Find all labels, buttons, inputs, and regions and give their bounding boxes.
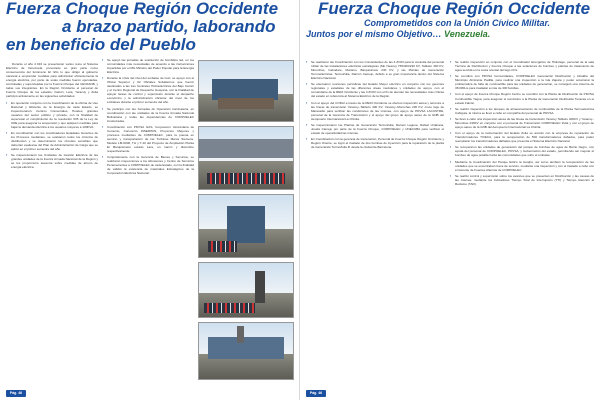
right-page — [300, 0, 600, 400]
list-item: ▪ Conjuntamente con la Gerencia de Bienes y Servicios, se realizaron inspecciones a los Almacenes y Centro de Servicios Pertenecientes a CORPOELEC de cada Estado, con la finalidad de validar la existencia de materiales Estratégicos de la Corporación Eléctrica Nacional. — [102, 155, 194, 175]
left-col1-bullets — [6, 101, 98, 170]
left-column-1 — [6, 62, 98, 388]
left-headline — [6, 0, 296, 54]
list-item: ▪ Se realizó inspección en conjunto con el Coordinador Energético de Hidrolago, personal de la sala Técnica de Distribución y Fuerza Choque a las estaciones de bombeo y plantas de tratamiento de agua servida en la costa oriental del lago COL. — [450, 60, 594, 72]
right-column-2 — [450, 60, 594, 388]
photo-turbine-inspection — [198, 194, 294, 258]
right-col1-bullets — [306, 60, 444, 149]
photo-substation-overhead — [198, 60, 294, 122]
list-item: ▪ Durante la crisis del nivel del embalse de Guri, se apoyó con el Oficial Superior y 02 Oficiales Subalternos que fueron destinados a las tres Centrales Hidroeléctricas del Bajo Caroní y el Centro Regional de Despacho Guayana, con la finalidad de apoyar tareas de control y supervisión durante el despacho económico y la administración eficiente del nivel de los embalses durante el primer semestre del año. — [102, 76, 194, 104]
photo-field-team — [198, 262, 294, 318]
list-item: ▪ Se participó con las Jornadas de Operación Cardi-alerta, en coordinación con las unidades de la Fuerza Armada Nacional Bolivariana y todas las dependencias de CORPOELEC involucradas. — [102, 107, 194, 123]
left-col2-bullets — [102, 58, 194, 175]
list-item: ▪ Se recuperaron las unidades de generación del parque de bombeo de agua de Barrio Negro, con ayuda del personal de CORPOELEC, PDVSA, y Gobernación del estado, permitiendo así mejorar el bombeo de agua potable hacia las comunidades que sufre el embalse. — [450, 145, 594, 157]
page-number-badge: Pág. 46 — [6, 390, 26, 397]
list-item: ▪ En operación conjunto con la Coordinación de la oficina de Uso Racional y Eficiente de la Energía de cada Estado, se inspeccionaron: Centros Comerciales, Hoteles, grandes usuarios del sector público y privado, con la finalidad de supervisar el cumplimiento de la resolución 035 de la Ley de URE para asegurar la suspensión y que apliquen medidas para bajar la demanda eléctrica a los usuarios mayores a 100KVA. — [6, 101, 98, 129]
list-item: ▪ Se realizó inspección a los tanques de almacenamiento de combustible de la Planta Termoeléctrica Cabiguia, la misma se llevó a cabo en compañía del personal de PDVSA. — [450, 107, 594, 115]
list-item: ▪ En coordinación con los coordinadores Estadales Gerentes de los Procesos mediantes, se evaluaron todos los circuitos de distribución y se determinaron los circuitos sensibles que deberían evaluarse del Plan de Administración de Carga que se aplicó en el primer semestre del año. — [6, 131, 98, 151]
list-item: ▪ En Coordinación con la gerencia de Generación, Personal de Fuerza Choque Región Occidente y Región Oriente, se logró el traslado de dos bombas de inyección para la reparación de la planta de Generación TermoZulia III desde la ciudad de Barcelona. — [306, 137, 444, 149]
list-item: ▪ Con el apoyo de Fuerza Choque Región Centro se coordinó con la Planta de Distribución de PDVSA Combustible Yagua, para asegurar el suministro a la Planta de Generación Distribuida Tucacas en el estado Falcón. — [450, 92, 594, 104]
left-column-2 — [102, 58, 194, 388]
right-column-1 — [306, 60, 444, 388]
list-item: ▪ Se coordinó con PDVSA Comunidades, CORPOELEC Generación Distribución y Alcaldía del Municipio Almirante Padilla, para realizar una inspección a la Isla Zapara y poder solucionar la problemática de falta de combustible para las unidades de generación, se consiguió una cisterna de 38.000Lts para trasladar a más de 300 familias. — [450, 74, 594, 90]
list-item: ▪ Se efectuaron reuniones periódicas del Estado Mayor eléctrico en conjunto con los gerentes regionales y estadales de las diferentes áreas medulares y unidades de apoyo, con el comandante de la REDI Occidente y las 4 ZODI con el fin de atender las necesidades más críticas del estado en referencia al Sistema Eléctrico de la Región. — [306, 82, 444, 98]
right-subtitle-line2 — [306, 29, 596, 40]
list-item: ▪ Con el apoyo de la Gobernación del Estado Zulia se acordó con la empresa de reparación de Transformadores TIVECA, para la recuperación de 500 transformadores dañados, para poder reemplazar los transformadores dañados que presenta el Sistema Eléctrico Nacional. — [450, 131, 594, 143]
left-headline-line1: Fuerza Choque Región Occidente — [6, 0, 279, 18]
list-item: ▪ Mediante la Coordinación del Parque Eólico la Guajira, así como también la recuperación de las unidades que se encontraban fuera de servicio, mediante una inspección y con el traslado a cabo con el Gerente de Fuentes Alternas de CORPOELEC. — [450, 160, 594, 172]
list-item: ▪ Se inspeccionaron las Unidades de Gestión Eléctrica de las grandes unidades de la Fuerza Armada Nacional de la Región y se les proporcionó asesoría sobre medidas de ahorro de energía eléctrica. — [6, 153, 98, 169]
right-col2-bullets — [450, 60, 594, 186]
intro-paragraph: Durante el año 2.016 se presentaron varios retos al Sistema Eléctrico de Venezuela, provocado en gran parte como consecuencia del fenómeno El niño lo que obligó al gobierno nacional a emprender medidas para administrar eficientemente la energía eléctrica, por parte de estas medidas fueron ejecutadas, controladas y supervisadas por la Fuerza Choque del CEOFANB, y todas sus integrantes. En la Región Occidente el personal de Fuerza Choque de los estados: Falcón, Lara, Yaracuy y Zulia participó activamente en las siguientes actividades: — [6, 62, 98, 99]
photo-group-personnel — [198, 126, 294, 190]
list-item: ▪ Con el apoyo del CODAI a través de la REDI Occidente se efectuó inspección aérea y terrestre a las líneas de transmisión Yaracuy–Tablazo 400 KV, Yaracuy–Morochas 230 KV, cruce lago de Maracaibo para verificar las condiciones de las mismas, con apoyo de PDVSA LACUSTRE, personal de la Gerencia de Transmisión y el apoyo del grupo de apoyo aéreo de la GNB del Aeropuerto Internacional La Chinita. — [306, 101, 444, 121]
right-subtitle-text: Juntos por el mismo Objetivo… — [306, 29, 442, 40]
page-number-badge: Pág. 46 — [306, 390, 326, 397]
list-item: ▪ Se realizó control y supervisión sobre los avances que se presentan en Distribución y las causas de las mismas, mediante los indicadores Tiempo Total de Interrupción (TTI) y Tiempo Atención al Reclamo (TAR). — [450, 174, 594, 186]
list-item: ▪ Se llevó a cabo una inspección aérea de las líneas de transmisión Yaracuy Tablazo 400KV y Yaracuy–Morochas 230KV en conjunto con el personal de Transmisión CORPOELEC Zulia y con el grupo de apoyo aéreo de la GNB del Aeropuerto Internacional La Chinita. — [450, 117, 594, 129]
right-subtitle-line1: Comprometidos con la Unión Cívico Militar. — [364, 18, 551, 29]
right-subtitle-highlight: Venezuela. — [444, 29, 491, 40]
list-item: ▪ Se inspeccionaron las Plantas de Generación TermoZulia, Ramón Laguna, Rafael Urdaneta, Josefa Camejo por parte de la Fuerza Choque, CORPOELEC y UNECUBA para verificar el estado de operatividad las mismas. — [306, 123, 444, 135]
left-headline-line3: en beneficio del Pueblo — [6, 35, 196, 55]
list-item: ▪ Se realizaron las Coordinación con los Comandantes de las 4 ZODI para la custodia del personal militar de las instalaciones eléctricas estratégicas (SE Yaracuy 765/400/230 KV, Tablazo 400 KV, Morochas, Cabudare, Mariano, Barquisimeto 230 KV, y las Plantas de Generación Termoeléctricas: TermoZulia, Ramón Camejo, debido a su gran importancia dentro del Sistema Eléctrico Nacional. — [306, 60, 444, 80]
list-item: ▪ Coordinación con PDVSA GAS, Corposcom Venezolana de Cemento, Consorcio INSERWIN, Proyectos Mayores y procesos mediantes de CORPOELEC, para la puesta en servicio y transportación de las Turbinas Marca Siemens, Modelo LM-6000, TG y T-10 del Proyecto de Ampliación Planta El Barquisimeto estado Lara, en marzo y diciembre respectivamente. — [102, 125, 194, 153]
right-headline-title: Fuerza Choque Región Occidente — [318, 0, 591, 18]
list-item: ▪ Se apoyó las jornadas de sustitución de bombillos led, en los comunidades más necesitadas de acuerdo a las instrucciones impartidas por el MG Ministro del Poder Popular para la Energía Eléctrica. — [102, 58, 194, 74]
left-headline-line2: a brazo partido, laborando — [62, 17, 276, 37]
photo-power-plant — [198, 322, 294, 380]
right-headline — [306, 0, 596, 41]
